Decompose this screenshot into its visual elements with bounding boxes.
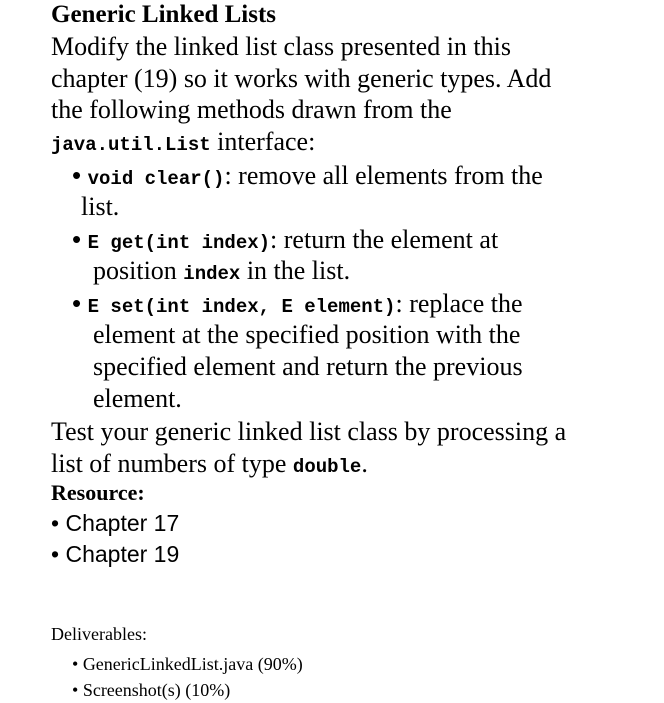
method-set-desc: : replace the (395, 289, 523, 318)
test-line-1: Test your generic linked list class by processing a (51, 417, 567, 446)
deliverable-label: Screenshot(s) (10%) (82, 680, 231, 700)
method-get-item (72, 223, 498, 259)
method-get-cont (93, 255, 350, 290)
method-set-cont-3: element. (93, 384, 182, 413)
intro-line-1: Modify the linked list class presented in this (51, 32, 511, 61)
test-line-2-text: list of numbers of type (51, 448, 293, 478)
deliverable-item (72, 677, 230, 703)
interface-code: java.util.List (51, 133, 211, 156)
deliverable-label: GenericLinkedList.java (90%) (82, 654, 303, 674)
resource-item-label: Chapter 17 (65, 510, 180, 536)
bullet-icon: • (72, 288, 82, 318)
index-code: index (183, 263, 241, 285)
test-line-2-end: . (361, 448, 368, 478)
bullet-icon: • (72, 224, 82, 254)
test-paragraph (51, 416, 651, 483)
method-set-cont-1: element at the specified position with the (93, 320, 521, 349)
intro-line-4-text: interface: (210, 126, 316, 156)
bullet-icon: • (51, 510, 60, 536)
intro-line-4 (51, 126, 651, 162)
deliverables-heading: Deliverables: (51, 624, 147, 644)
method-get-cont-pre: position (93, 256, 184, 285)
resource-heading: Resource: (51, 480, 145, 505)
method-set-cont-2: specified element and return the previous (93, 352, 523, 381)
double-code: double (292, 455, 362, 478)
method-get-code: E get(int index) (87, 232, 271, 254)
method-clear-item (72, 159, 543, 195)
bullet-icon: • (72, 654, 79, 674)
bullet-icon: • (51, 541, 60, 567)
intro-paragraph (51, 31, 651, 161)
method-get-cont-post: in the list. (240, 256, 351, 285)
method-set-item (72, 287, 523, 323)
deliverable-item (72, 651, 303, 677)
resource-item-label: Chapter 19 (65, 541, 180, 567)
method-clear-desc: : remove all elements from the (224, 161, 543, 190)
resource-item (51, 508, 179, 538)
method-clear-cont: list. (81, 192, 120, 221)
method-get-desc: : return the element at (270, 225, 499, 254)
method-clear-code: void clear() (87, 168, 225, 190)
page-title: Generic Linked Lists (51, 1, 277, 28)
intro-line-2: chapter (19) so it works with generic types. Add (51, 63, 552, 93)
intro-line-3: the following methods drawn from the (51, 95, 452, 124)
resource-item (51, 539, 179, 569)
method-set-code: E set(int index, E element) (87, 296, 396, 318)
bullet-icon: • (72, 160, 82, 190)
bullet-icon: • (72, 680, 79, 700)
